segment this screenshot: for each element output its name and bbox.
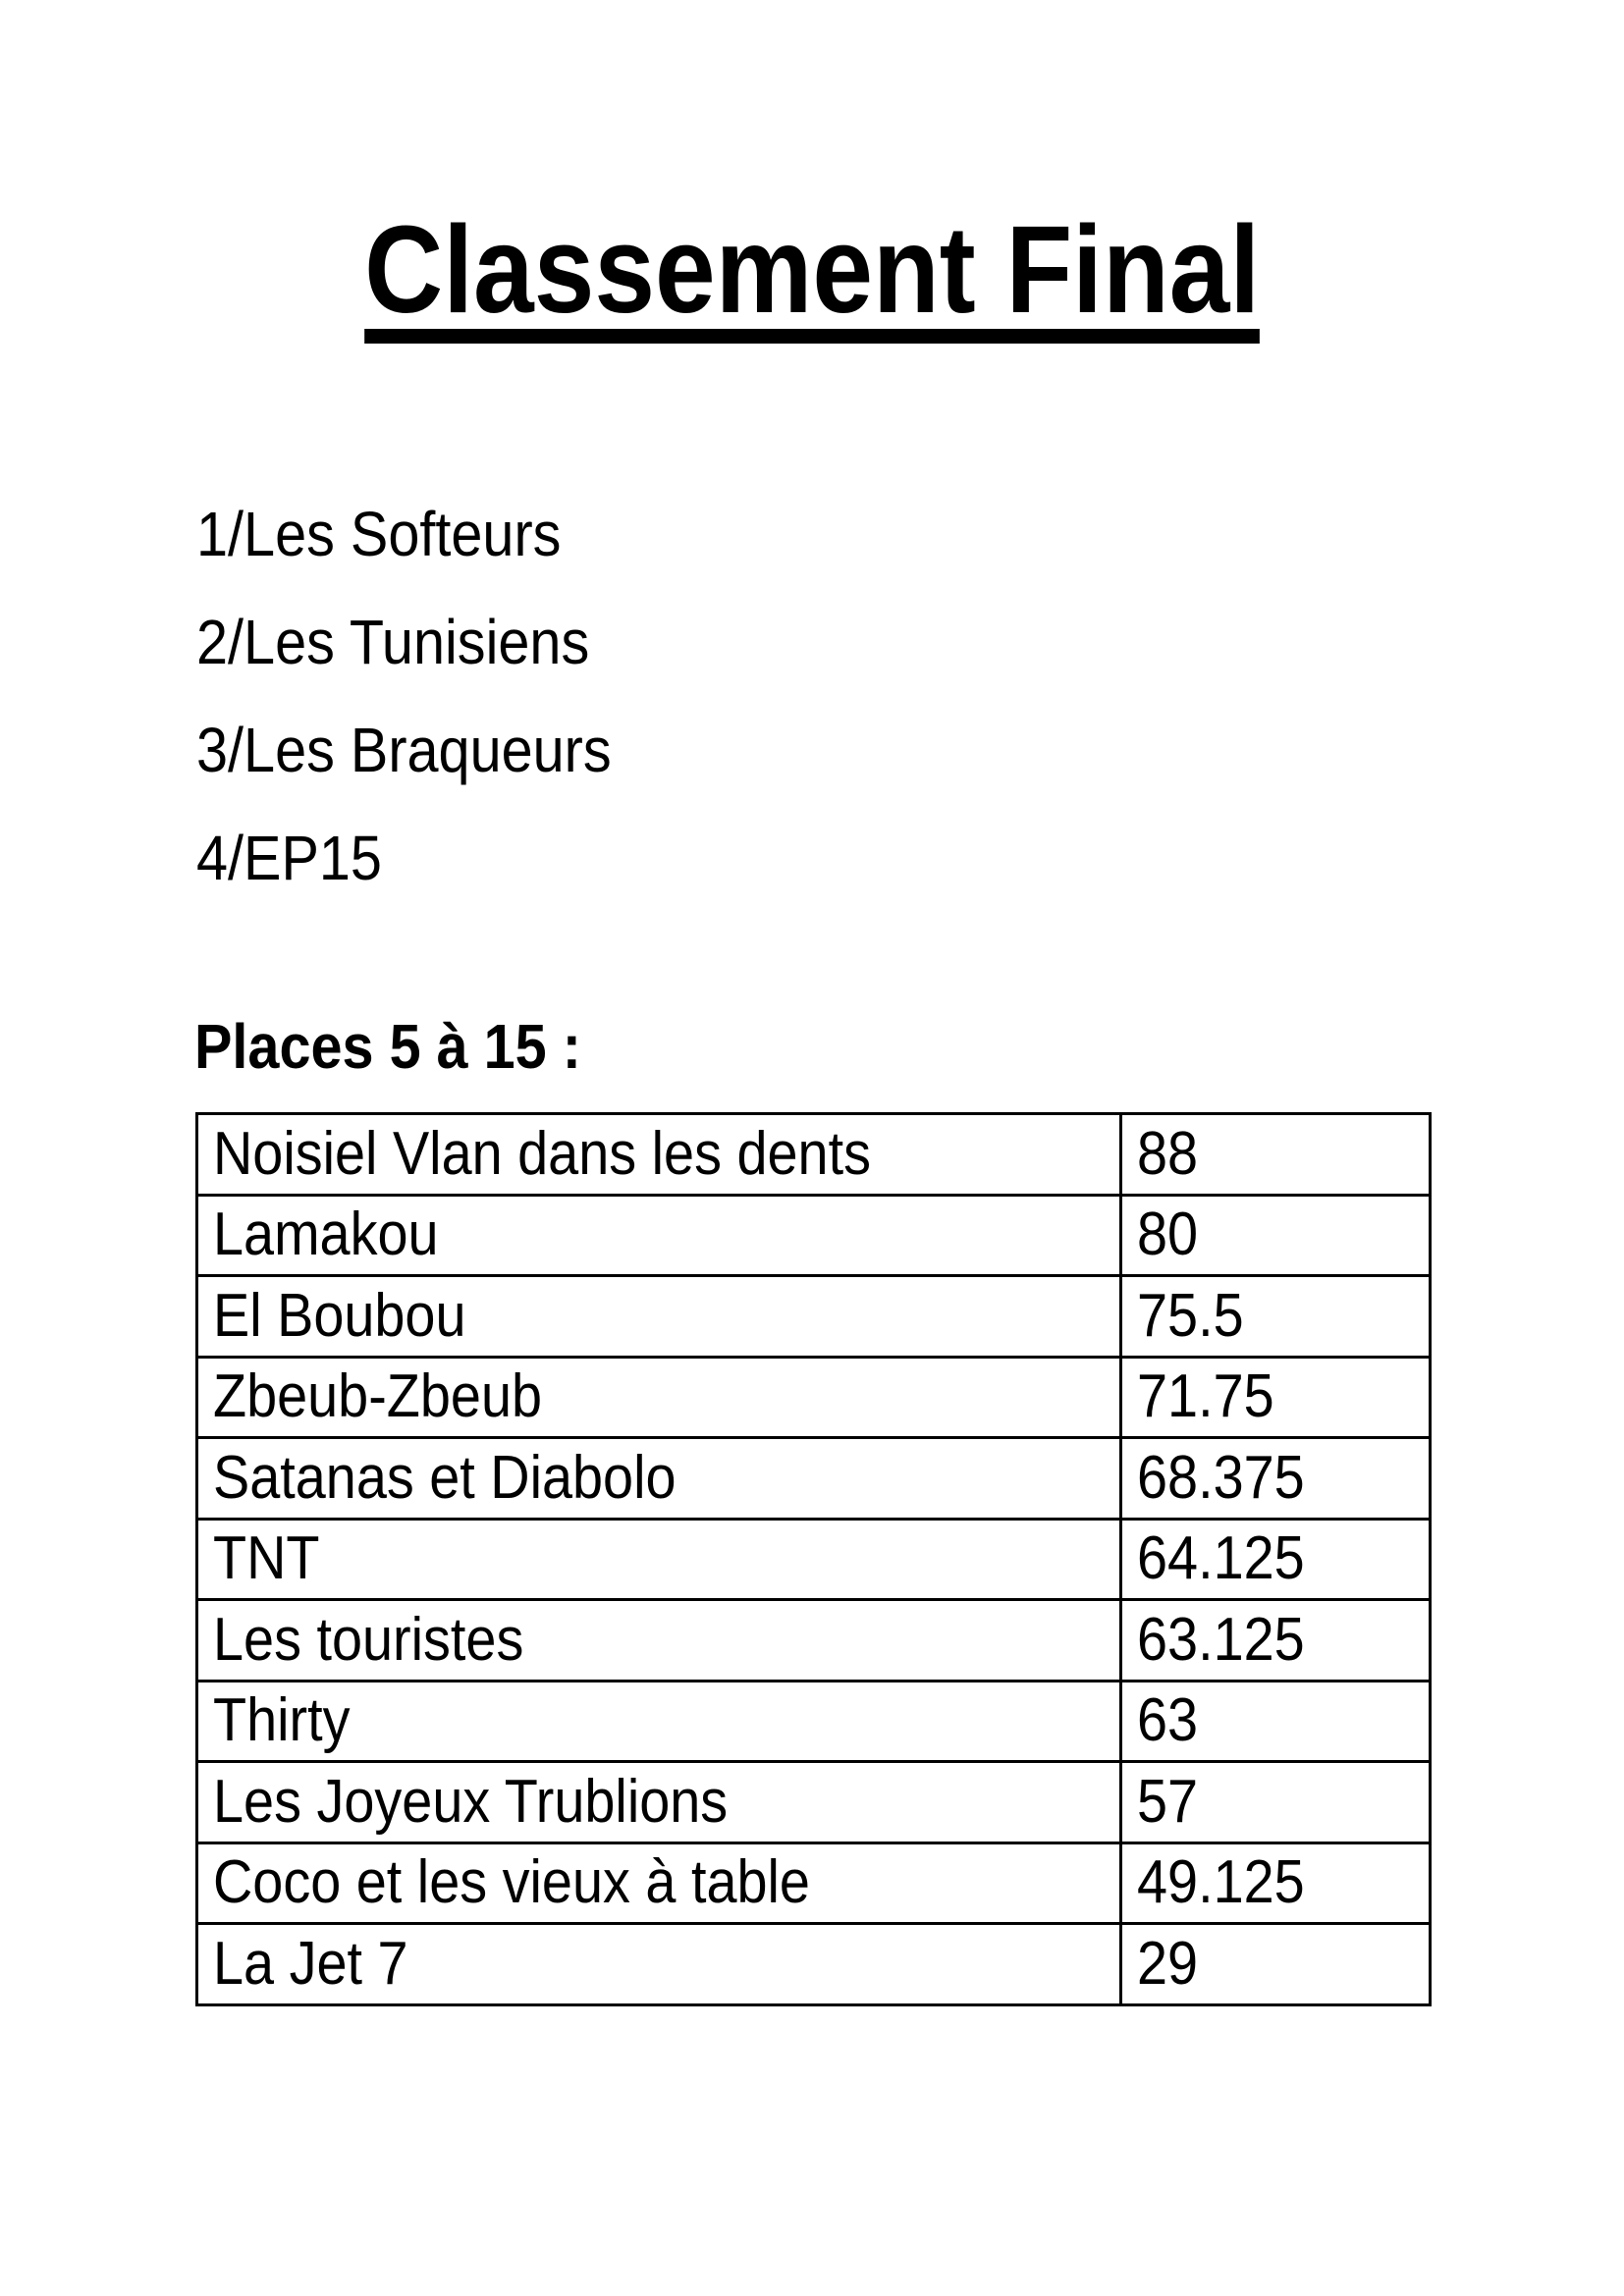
team-score: 64.125 xyxy=(1137,1524,1305,1593)
score-cell xyxy=(1121,1195,1431,1276)
team-name: El Boubou xyxy=(213,1281,466,1350)
team-name-cell xyxy=(197,1276,1121,1358)
team-score: 49.125 xyxy=(1137,1848,1305,1917)
table-row xyxy=(197,1842,1431,1924)
team-name: TNT xyxy=(213,1524,320,1593)
table-row xyxy=(197,1681,1431,1762)
list-item-label: 2/Les Tunisiens xyxy=(196,607,590,677)
team-name-cell xyxy=(197,1114,1121,1196)
score-cell xyxy=(1121,1438,1431,1520)
team-name: Coco et les vieux à table xyxy=(213,1848,810,1917)
table-row xyxy=(197,1438,1431,1520)
list-item-rank-1 xyxy=(196,499,658,607)
team-name: La Jet 7 xyxy=(213,1929,408,1998)
score-cell xyxy=(1121,1842,1431,1924)
section-heading xyxy=(194,1011,624,1084)
list-item-rank-4 xyxy=(196,823,658,931)
table-row xyxy=(197,1600,1431,1682)
top-ranking-list xyxy=(196,499,658,931)
team-score: 63 xyxy=(1137,1686,1199,1755)
table-row xyxy=(197,1924,1431,2005)
team-score: 80 xyxy=(1137,1201,1199,1269)
table-row xyxy=(197,1276,1431,1358)
score-cell xyxy=(1121,1357,1431,1438)
team-score: 68.375 xyxy=(1137,1443,1305,1512)
score-cell xyxy=(1121,1114,1431,1196)
team-score: 57 xyxy=(1137,1767,1199,1836)
table-row xyxy=(197,1519,1431,1600)
team-name-cell xyxy=(197,1762,1121,1843)
title-container xyxy=(0,200,1624,344)
team-name-cell xyxy=(197,1600,1121,1682)
team-name-cell xyxy=(197,1357,1121,1438)
page-title: Classement Final xyxy=(364,211,1260,344)
table-row xyxy=(197,1762,1431,1843)
score-cell xyxy=(1121,1681,1431,1762)
score-cell xyxy=(1121,1276,1431,1358)
team-name: Les Joyeux Trublions xyxy=(213,1767,729,1836)
team-score: 88 xyxy=(1137,1119,1199,1188)
team-score: 29 xyxy=(1137,1929,1199,1998)
team-name: Satanas et Diabolo xyxy=(213,1443,677,1512)
team-score: 63.125 xyxy=(1137,1605,1305,1674)
list-item-label: 4/EP15 xyxy=(196,823,382,893)
section-heading-text: Places 5 à 15 : xyxy=(194,1011,581,1082)
results-table xyxy=(195,1112,1432,2006)
list-item-label: 3/Les Braqueurs xyxy=(196,715,612,785)
score-cell xyxy=(1121,1762,1431,1843)
list-item-label: 1/Les Softeurs xyxy=(196,499,562,569)
table-row xyxy=(197,1357,1431,1438)
team-score: 71.75 xyxy=(1137,1362,1274,1431)
team-name: Les touristes xyxy=(213,1605,524,1674)
team-name-cell xyxy=(197,1842,1121,1924)
table-row xyxy=(197,1114,1431,1196)
list-item-rank-3 xyxy=(196,715,658,823)
table-row xyxy=(197,1195,1431,1276)
team-name: Thirty xyxy=(213,1686,351,1755)
team-name: Lamakou xyxy=(213,1201,439,1269)
team-score: 75.5 xyxy=(1137,1281,1244,1350)
list-item-rank-2 xyxy=(196,607,658,715)
team-name-cell xyxy=(197,1195,1121,1276)
score-cell xyxy=(1121,1600,1431,1682)
team-name-cell xyxy=(197,1681,1121,1762)
team-name: Noisiel Vlan dans les dents xyxy=(213,1119,871,1188)
team-name: Zbeub-Zbeub xyxy=(213,1362,543,1431)
score-cell xyxy=(1121,1924,1431,2005)
team-name-cell xyxy=(197,1924,1121,2005)
score-cell xyxy=(1121,1519,1431,1600)
team-name-cell xyxy=(197,1438,1121,1520)
team-name-cell xyxy=(197,1519,1121,1600)
